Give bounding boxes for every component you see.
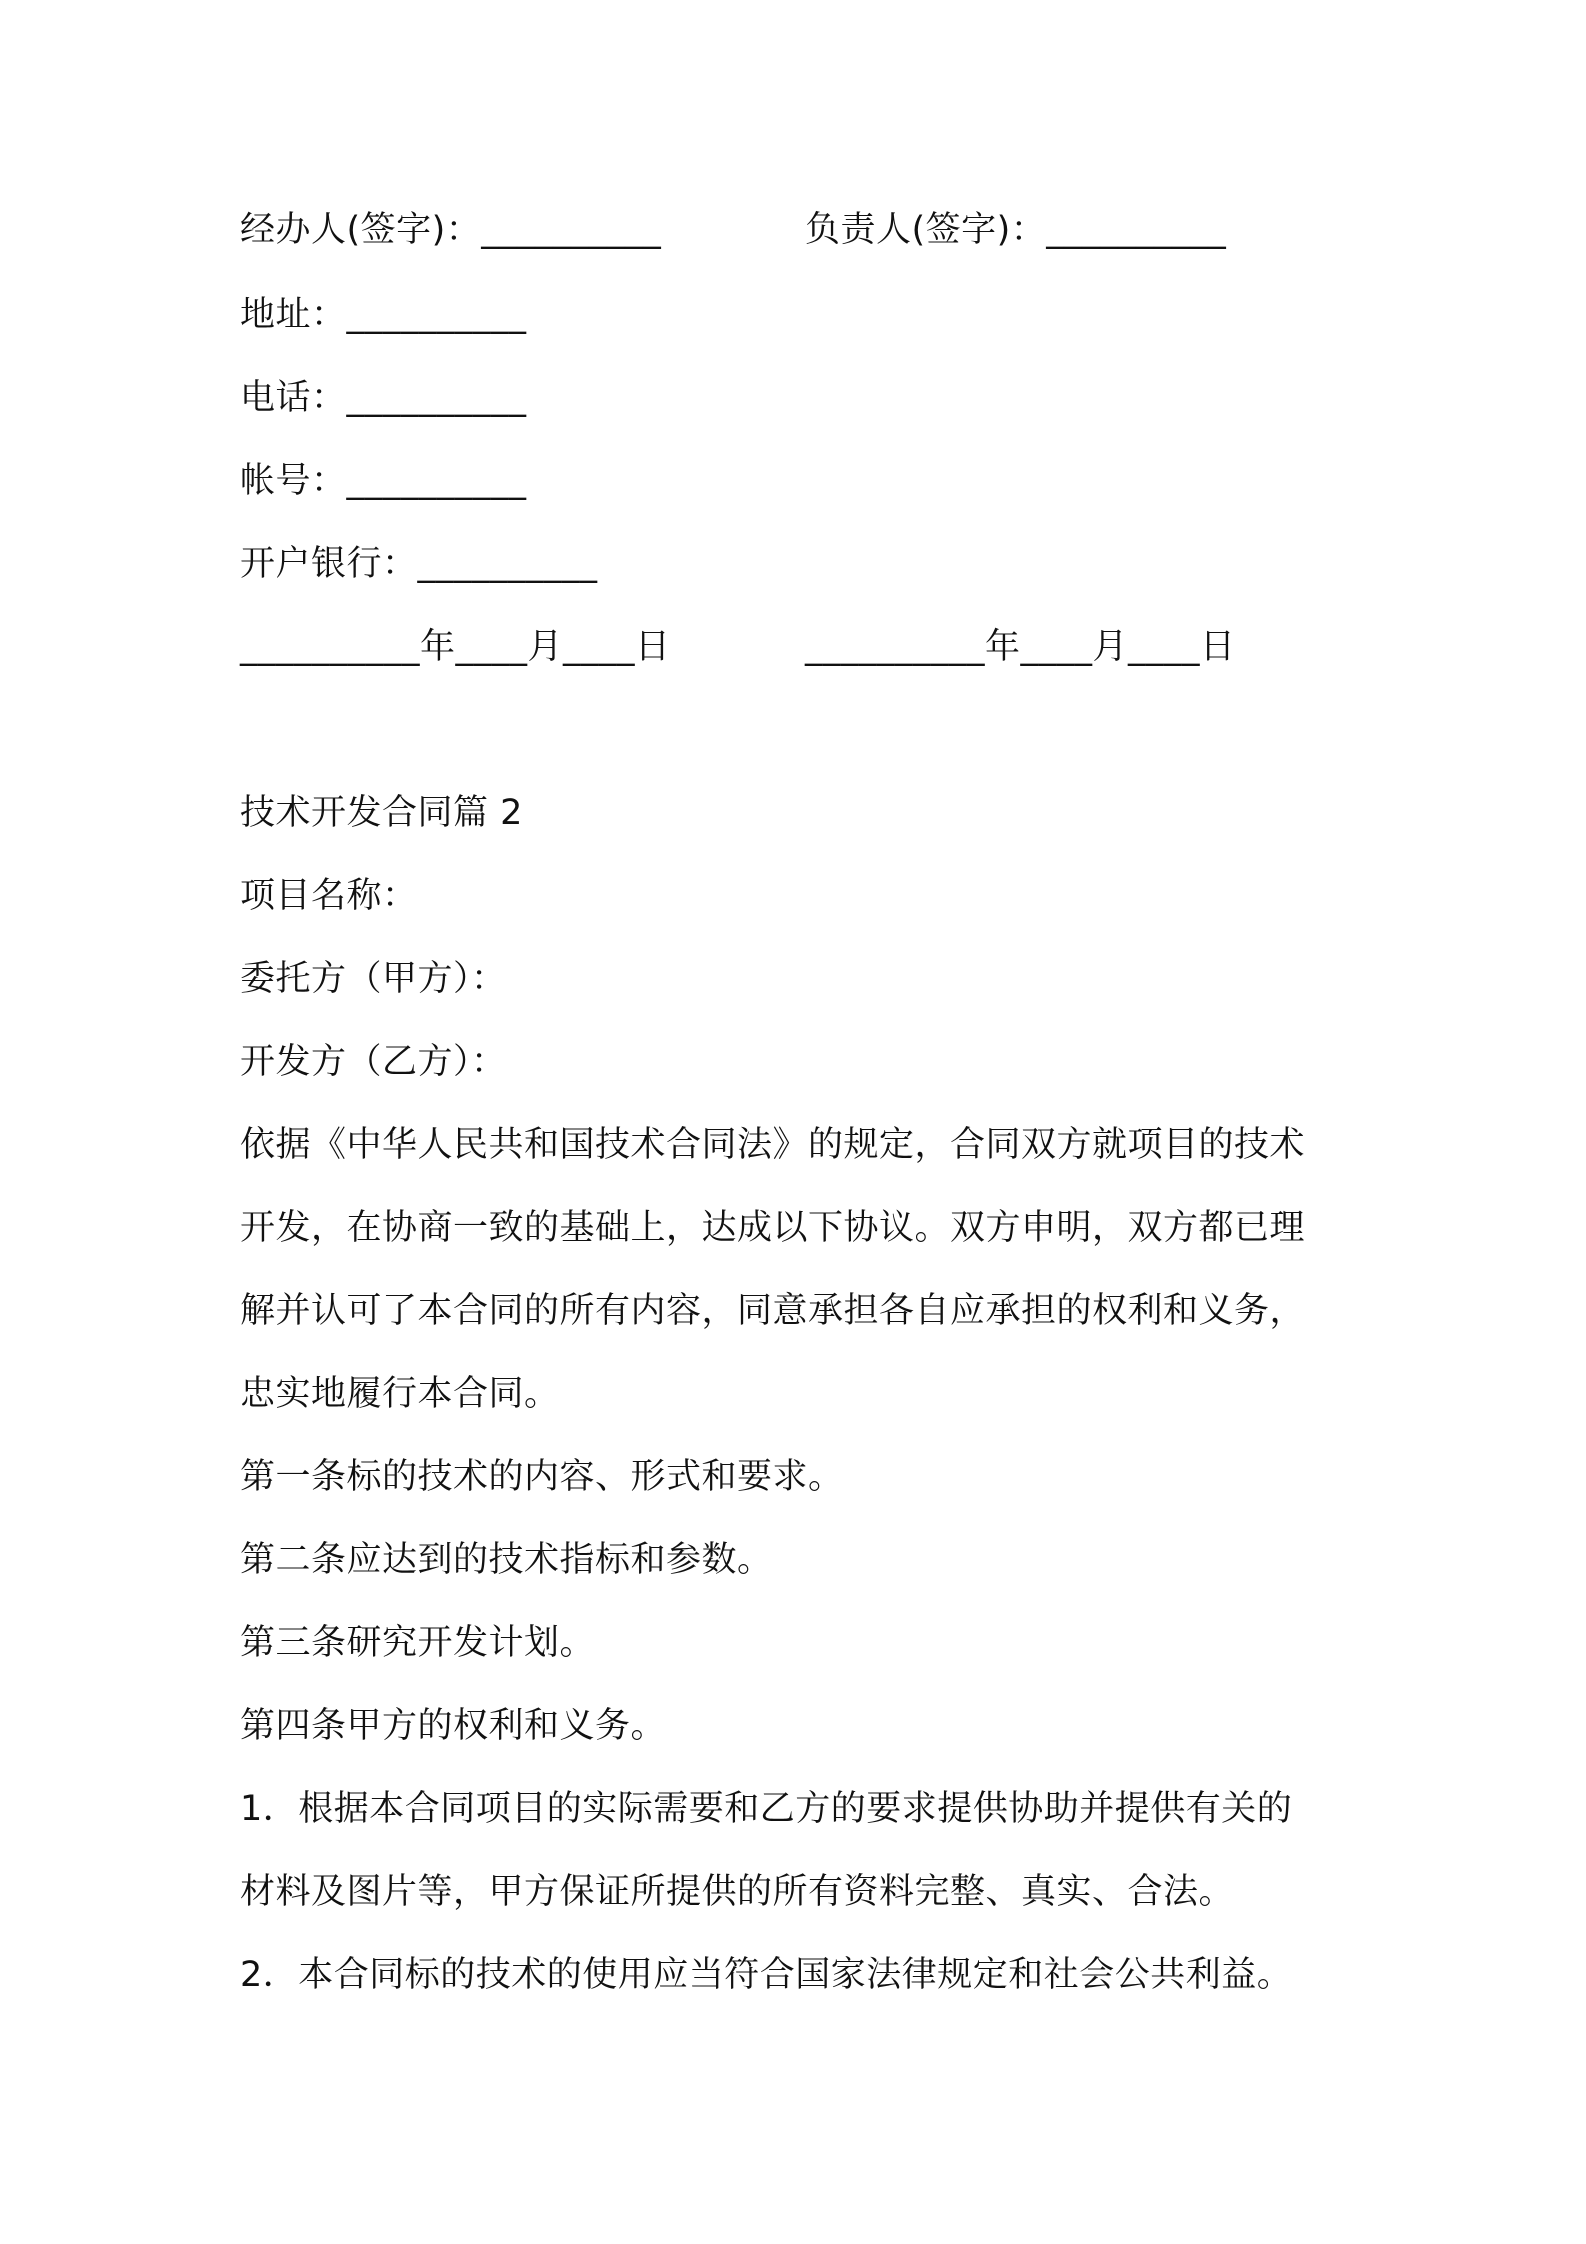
preamble-line-4: 忠实地履行本合同。 [240, 1374, 560, 1414]
client-line: 委托方（甲方）： [240, 959, 507, 999]
responsible-signature-line: 负责人(签字)：__________ [805, 210, 1227, 250]
preamble-line-2: 开发，在协商一致的基础上，达成以下协议。双方申明，双方都已理 [240, 1208, 1306, 1248]
item-1-line-2: 材料及图片等，甲方保证所提供的所有资料完整、真实、合法。 [240, 1872, 1235, 1912]
date-line-right: __________年____月____日 [805, 627, 1236, 667]
preamble-line-3: 解并认可了本合同的所有内容，同意承担各自应承担的权利和义务， [240, 1291, 1306, 1331]
article-4: 第四条甲方的权利和义务。 [240, 1706, 667, 1746]
project-name-line: 项目名称： [240, 876, 418, 916]
contract-heading: 技术开发合同篇 2 [240, 793, 523, 833]
developer-line: 开发方（乙方）： [240, 1042, 507, 1082]
item-2: 2．本合同标的技术的使用应当符合国家法律规定和社会公共利益。 [240, 1955, 1293, 1995]
item-1-line-1: 1．根据本合同项目的实际需要和乙方的要求提供协助并提供有关的 [240, 1789, 1293, 1829]
date-line-left: __________年____月____日 [240, 627, 671, 667]
address-line: 地址：__________ [240, 295, 527, 335]
article-1: 第一条标的技术的内容、形式和要求。 [240, 1457, 844, 1497]
preamble-line-1: 依据《中华人民共和国技术合同法》的规定，合同双方就项目的技术 [240, 1125, 1306, 1165]
article-2: 第二条应达到的技术指标和参数。 [240, 1540, 773, 1580]
handler-signature-line: 经办人(签字)：__________ [240, 210, 662, 250]
article-3: 第三条研究开发计划。 [240, 1623, 596, 1663]
phone-line: 电话：__________ [240, 378, 527, 418]
bank-line: 开户银行：__________ [240, 544, 598, 584]
account-line: 帐号：__________ [240, 461, 527, 501]
